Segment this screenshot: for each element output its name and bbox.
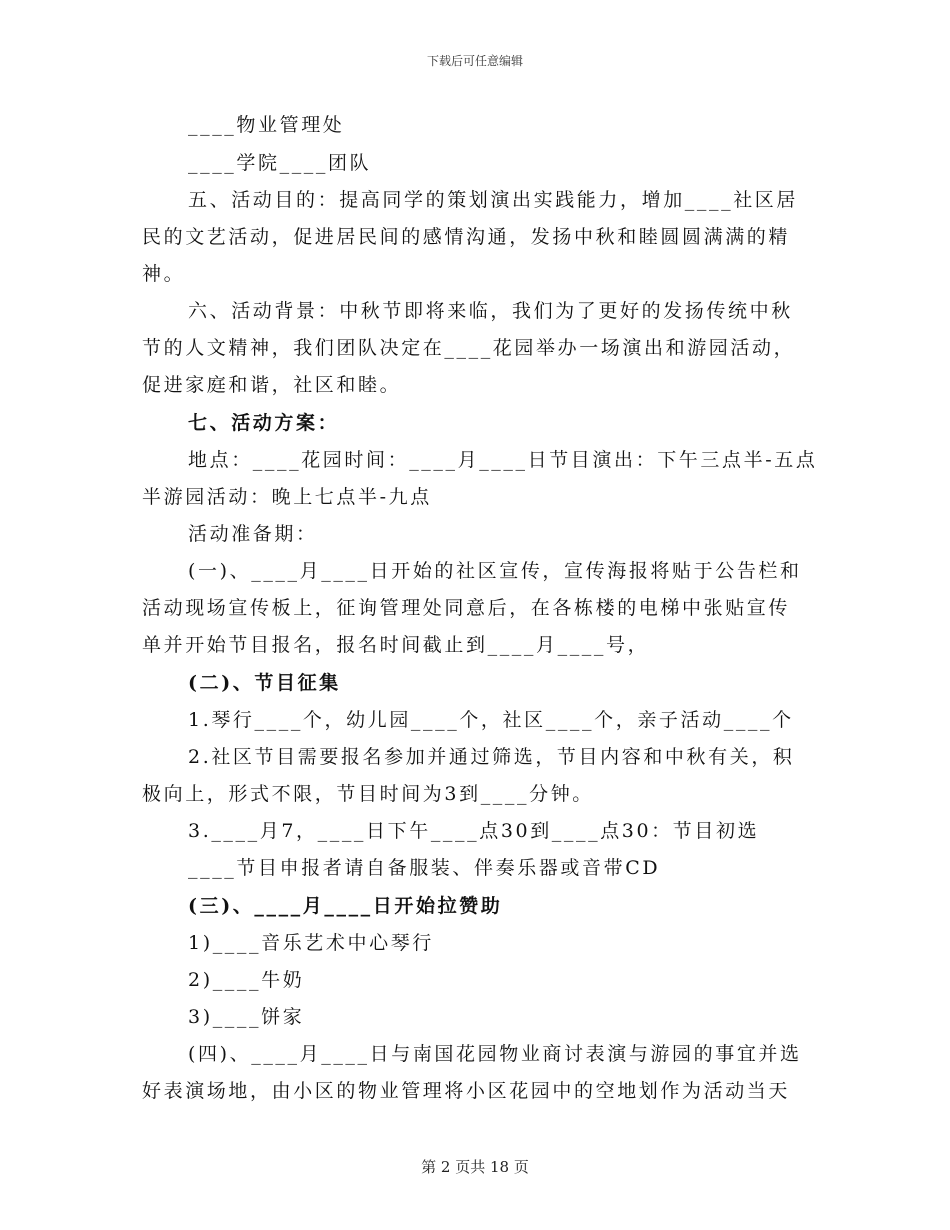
subsection-heading: (三)、____月____日开始拉赞助 xyxy=(188,895,503,917)
paragraph-line: 活动准备期： xyxy=(188,523,318,545)
paragraph-line: 民的文艺活动，促进居民间的感情沟通，发扬中秋和睦圆圆满满的精 xyxy=(142,226,791,248)
paragraph-line: 神。 xyxy=(142,263,186,285)
section-five-line: 五、活动目的：提高同学的策划演出实践能力，增加____社区居 xyxy=(188,189,799,211)
paragraph-line: 半游园活动：晚上七点半-九点 xyxy=(142,486,432,508)
paragraph-line: 2.社区节目需要报名参加并通过筛选，节目内容和中秋有关，积 xyxy=(188,746,795,768)
paragraph-line: ____物业管理处 xyxy=(188,114,345,136)
paragraph-line: 活动现场宣传板上，征询管理处同意后，在各栋楼的电梯中张贴宣传 xyxy=(142,597,791,619)
paragraph-line: (四)、____月____日与南国花园物业商讨表演与游园的事宜并选 xyxy=(188,1043,802,1065)
page-header: 下载后可任意编辑 xyxy=(426,54,523,68)
subsection-heading: (二)、节目征集 xyxy=(188,672,341,694)
paragraph-line: 促进家庭和谐，社区和睦。 xyxy=(142,374,402,396)
paragraph-line: 1.琴行____个，幼儿园____个，社区____个，亲子活动____个 xyxy=(188,709,794,731)
paragraph-line: (一)、____月____日开始的社区宣传，宣传海报将贴于公告栏和 xyxy=(188,560,802,582)
paragraph-line: 节的人文精神，我们团队决定在____花园举办一场演出和游园活动， xyxy=(142,337,796,359)
paragraph-line: 2)____牛奶 xyxy=(188,969,305,991)
paragraph-line: 3)____饼家 xyxy=(188,1006,305,1028)
paragraph-line: 好表演场地，由小区的物业管理将小区花园中的空地划作为活动当天 xyxy=(142,1080,791,1102)
paragraph-line: 3.____月7，____日下午____点30到____点30：节目初选 xyxy=(188,820,760,842)
paragraph-line: 1)____音乐艺术中心琴行 xyxy=(188,932,434,954)
paragraph-line: 单并开始节目报名，报名时间截止到____月____号， xyxy=(142,634,650,656)
paragraph-line: ____学院____团队 xyxy=(188,152,372,174)
paragraph-line: 地点：____花园时间：____月____日节目演出：下午三点半-五点 xyxy=(188,449,818,471)
section-six-line: 六、活动背景：中秋节即将来临，我们为了更好的发扬传统中秋 xyxy=(188,300,793,322)
paragraph-line: 极向上，形式不限，节目时间为3到____分钟。 xyxy=(142,783,594,805)
paragraph-line: ____节目申报者请自备服装、伴奏乐器或音带CD xyxy=(188,857,661,879)
section-seven-heading: 七、活动方案： xyxy=(188,412,340,434)
page-footer: 第 2 页共 18 页 xyxy=(421,1158,529,1176)
